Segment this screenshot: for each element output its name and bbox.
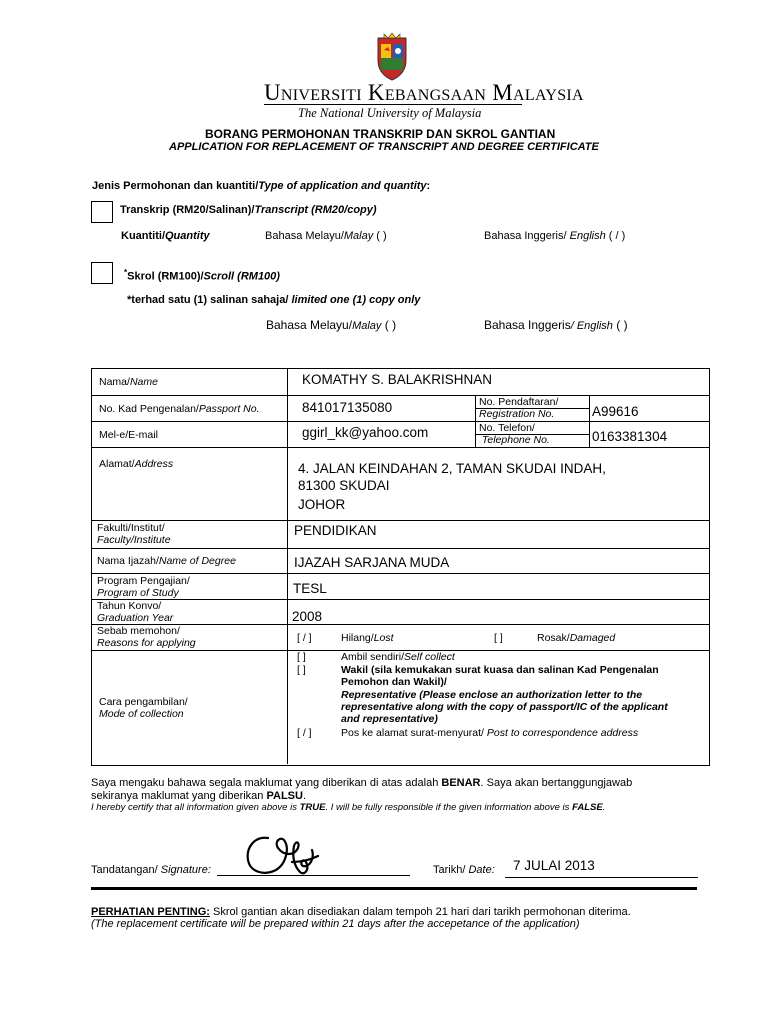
table-divider [287,368,288,764]
mode-self-label: Ambil sendiri/Self collect [341,651,455,663]
quantity-label: Kuantiti/Quantity [121,230,210,242]
scroll-malay-qty[interactable]: Bahasa Melayu/Malay ( ) [266,318,397,332]
phone-label: No. Telefon/ Telephone No. [479,422,550,446]
program-label: Program Pengajian/ Program of Study [97,575,190,599]
table-divider [91,520,709,521]
reason-damaged-checkbox[interactable]: [ ] [494,632,503,644]
transcript-english-qty[interactable]: Bahasa Inggeris/ English ( / ) [484,230,626,242]
important-notice-en: (The replacement certificate will be prepared within 21 days after the accepetance of the application) [91,918,580,930]
scroll-english-qty[interactable]: Bahasa Inggeris/ English ( ) [484,318,628,332]
application-type-heading: Jenis Permohonan dan kuantiti/Type of application and quantity: [92,180,431,192]
date-label: Tarikh/ Date: [433,864,495,876]
mode-representative-label-ms: Wakil (sila kemukakan surat kuasa dan salinan Kad Pengenalan Pemohon dan Wakil)/ [341,664,659,688]
handwritten-signature-icon[interactable] [240,826,324,886]
degree-label: Nama Ijazah/Name of Degree [97,555,236,567]
collection-mode-label: Cara pengambilan/ Mode of collection [99,696,188,720]
scroll-limit-note: *terhad satu (1) salinan sahaja/ limited one (1) copy only [127,294,421,306]
form-title-ms: BORANG PERMOHONAN TRANSKRIP DAN SKROL GANTIAN [205,127,556,141]
table-divider [589,395,590,447]
address-line-3[interactable]: JOHOR [298,497,346,512]
university-name-underline [264,104,522,105]
table-divider [475,395,476,447]
declaration-ms-line1: Saya mengaku bahawa segala maklumat yang diberikan di atas adalah BENAR. Saya akan bertanggungjawab [91,777,633,789]
phone-field[interactable]: 0163381304 [592,429,668,444]
date-field[interactable]: 7 JULAI 2013 [513,858,595,873]
table-divider [91,599,709,600]
faculty-label: Fakulti/Institut/ Faculty/Institute [97,522,171,546]
transcript-label: Transkrip (RM20/Salinan)/Transcript (RM20/copy) [120,204,377,216]
table-divider [91,548,709,549]
transcript-checkbox[interactable] [91,201,113,223]
registration-label: No. Pendaftaran/ Registration No. [479,396,559,420]
signature-label: Tandatangan/ Signature: [91,864,211,876]
registration-field[interactable]: A99616 [592,404,639,419]
transcript-malay-qty[interactable]: Bahasa Melayu/Malay ( ) [265,230,387,242]
mode-post-checkbox[interactable]: [ / ] [297,727,312,739]
graduation-year-field[interactable]: 2008 [292,609,323,624]
mode-post-label: Pos ke alamat surat-menyurat/ Post to correspondence address [341,727,639,739]
university-name: UNIVERSITI KEBANGSAAN MALAYSIA [264,80,584,105]
email-field[interactable]: ggirl_kk@yahoo.com [302,425,429,440]
scroll-checkbox[interactable] [91,262,113,284]
name-label: Nama/Name [99,376,158,388]
university-crest-icon [372,30,412,82]
graduation-year-label: Tahun Konvo/ Graduation Year [97,600,174,624]
program-field[interactable]: TESL [293,581,327,596]
form-title-en: APPLICATION FOR REPLACEMENT OF TRANSCRIPT AND DEGREE CERTIFICATE [169,141,599,153]
mode-representative-label-en: Representative (Please enclose an authorization letter to the representative along with the copy of passport/IC of the applicant and representative) [341,689,668,725]
reason-label: Sebab memohon/ Reasons for applying [97,625,196,649]
email-label: Mel-e/E-mail [99,429,158,441]
table-divider [91,395,709,396]
table-divider [91,573,709,574]
table-divider [91,447,709,448]
scroll-label: *Skrol (RM100)/Scroll (RM100) [124,268,280,283]
reason-damaged-label: Rosak/Damaged [537,632,616,644]
degree-field[interactable]: IJAZAH SARJANA MUDA [294,555,450,570]
address-label: Alamat/Address [99,458,174,470]
address-line-1[interactable]: 4. JALAN KEINDAHAN 2, TAMAN SKUDAI INDAH, [298,461,606,476]
ic-field[interactable]: 841017135080 [302,400,393,415]
footer-rule [91,887,697,890]
university-subtitle: The National University of Malaysia [298,106,482,120]
name-field[interactable]: KOMATHY S. BALAKRISHNAN [302,372,493,387]
ic-label: No. Kad Pengenalan/Passport No. [99,403,260,415]
faculty-field[interactable]: PENDIDIKAN [294,523,377,538]
table-divider [91,421,709,422]
mode-self-checkbox[interactable]: [ ] [297,651,306,663]
declaration-en: I hereby certify that all information given above is TRUE. I will be fully responsible if the given information above is FALSE. [91,802,606,813]
important-notice: PERHATIAN PENTING: Skrol gantian akan disediakan dalam tempoh 21 hari dari tarikh permohonan diterima. [91,906,631,918]
date-line [505,877,698,878]
declaration-ms-line2: sekiranya maklumat yang diberikan PALSU. [91,790,307,802]
address-line-2[interactable]: 81300 SKUDAI [298,478,390,493]
reason-lost-label: Hilang/Lost [341,632,394,644]
reason-lost-checkbox[interactable]: [ / ] [297,632,312,644]
mode-representative-checkbox[interactable]: [ ] [297,664,306,676]
